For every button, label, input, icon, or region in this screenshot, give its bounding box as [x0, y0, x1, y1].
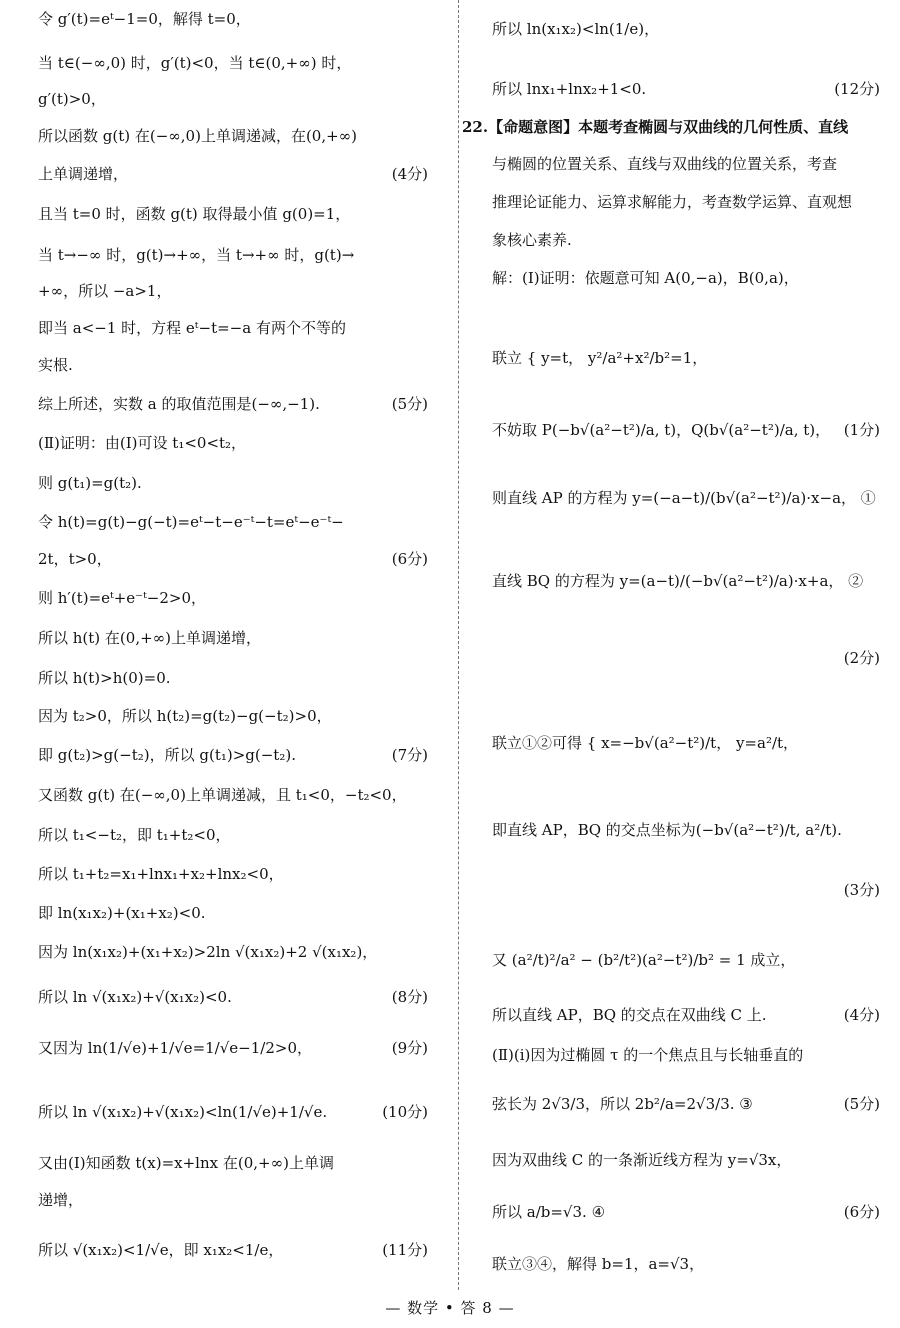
line-text: 又函数 g(t) 在(−∞,0)上单调递减，且 t₁<0，−t₂<0， [38, 786, 407, 804]
score-points: (5分) [843, 1095, 880, 1113]
line-text: 上单调递增， [38, 165, 129, 183]
line-text: 即 ln(x₁x₂)+(x₁+x₂)<0. [38, 904, 206, 922]
score-points: (1分) [843, 421, 880, 439]
line-text: 所以 h(t)>h(0)=0. [38, 669, 171, 687]
line-text: 所以 √(x₁x₂)<1/√e，即 x₁x₂<1/e， [38, 1241, 284, 1259]
line-text: 所以函数 g(t) 在(−∞,0)上单调递减，在(0,+∞) [38, 127, 358, 145]
line-text: 又 (a²/t)²/a² − (b²/t²)(a²−t²)/b² = 1 成立， [492, 951, 796, 969]
left-line [38, 825, 428, 845]
line-text: (Ⅱ)(ⅰ)因为过椭圆 τ 的一个焦点且与长轴垂直的 [492, 1046, 804, 1064]
line-text: 所以 lnx₁+lnx₂+1<0. [492, 80, 647, 98]
left-line [38, 628, 428, 648]
score-points: (3分) [843, 881, 880, 899]
line-text: 当 t∈(−∞,0) 时，g′(t)<0，当 t∈(0,+∞) 时， [38, 54, 352, 72]
line-text: 所以 ln √(x₁x₂)+√(x₁x₂)<0. [38, 988, 232, 1006]
line-text: 所以 ln √(x₁x₂)+√(x₁x₂)<ln(1/√e)+1/√e. [38, 1103, 328, 1121]
line-text: +∞，所以 −a>1， [38, 282, 172, 300]
score-points: (11分) [382, 1241, 428, 1259]
line-text: 递增， [38, 1191, 84, 1209]
line-text: 即当 a<−1 时，方程 eᵗ−t=−a 有两个不等的 [38, 319, 346, 337]
line-text: 因为 t₂>0，所以 h(t₂)=g(t₂)−g(−t₂)>0， [38, 707, 332, 725]
line-text: 推理论证能力、运算求解能力，考查数学运算、直观想 [492, 193, 853, 211]
left-line [38, 588, 428, 608]
left-line [38, 126, 428, 146]
left-line [38, 355, 428, 375]
right-line [492, 571, 880, 591]
left-line [38, 1038, 428, 1058]
page-footer: — 数学 • 答 8 — [385, 1299, 515, 1317]
left-line [38, 1153, 428, 1173]
line-text: 解：(Ⅰ)证明：依题意可知 A(0,−a)，B(0,a)， [492, 269, 799, 287]
line-text: 又因为 ln(1/√e)+1/√e=1/√e−1/2>0， [38, 1039, 312, 1057]
right-line [492, 950, 880, 970]
left-line [38, 785, 428, 805]
line-text: 联立 { y=t， y²/a²+x²/b²=1， [492, 349, 708, 367]
right-line [492, 1254, 880, 1274]
right-line [492, 154, 880, 174]
right-line [492, 79, 880, 99]
line-text: 与椭圆的位置关系、直线与双曲线的位置关系，考查 [492, 155, 838, 173]
line-text: 所以 a/b=√3. ④ [492, 1203, 606, 1221]
line-text: 所以 t₁<−t₂，即 t₁+t₂<0， [38, 826, 231, 844]
right-line [492, 880, 880, 900]
left-line [38, 204, 428, 224]
line-text: 所以 h(t) 在(0,+∞)上单调递增， [38, 629, 262, 647]
left-line [38, 1190, 428, 1210]
line-text: 则 g(t₁)=g(t₂). [38, 474, 142, 492]
left-line [38, 745, 428, 765]
left-line [38, 318, 428, 338]
right-line [492, 488, 880, 508]
left-line [38, 1240, 428, 1260]
right-line [492, 648, 880, 668]
left-line [38, 1102, 428, 1122]
right-line [492, 820, 880, 840]
line-text: 不妨取 P(−b√(a²−t²)/a, t)，Q(b√(a²−t²)/a, t)， [492, 421, 831, 439]
line-text: 即直线 AP，BQ 的交点坐标为(−b√(a²−t²)/t, a²/t). [492, 821, 842, 839]
right-line [492, 733, 880, 753]
line-text: 象核心素养. [492, 231, 572, 249]
line-text: 则直线 AP 的方程为 y=(−a−t)/(b√(a²−t²)/a)·x−a， ① [492, 489, 876, 507]
score-points: (10分) [382, 1103, 428, 1121]
left-line [38, 549, 428, 569]
line-text: 实根. [38, 356, 73, 374]
left-line [38, 512, 428, 532]
left-line [38, 706, 428, 726]
right-line [492, 19, 880, 39]
line-text: (Ⅱ)证明：由(Ⅰ)可设 t₁<0<t₂， [38, 434, 247, 452]
score-points: (4分) [391, 165, 428, 183]
right-line [492, 230, 880, 250]
line-text: 所以 ln(x₁x₂)<ln(1/e)， [492, 20, 660, 38]
left-line [38, 164, 428, 184]
right-line [492, 420, 880, 440]
right-line [492, 348, 880, 368]
line-text: 则 h′(t)=eᵗ+e⁻ᵗ−2>0， [38, 589, 206, 607]
left-line [38, 433, 428, 453]
left-line [38, 473, 428, 493]
line-text: 令 h(t)=g(t)−g(−t)=eᵗ−t−e⁻ᵗ−t=eᵗ−e⁻ᵗ− [38, 513, 344, 531]
line-text: 2t，t>0， [38, 550, 112, 568]
left-line [38, 281, 428, 301]
line-text: 因为双曲线 C 的一条渐近线方程为 y=√3x， [492, 1151, 792, 1169]
left-line [38, 53, 428, 73]
line-text: 令 g′(t)=eᵗ−1=0，解得 t=0， [38, 10, 251, 28]
left-line [38, 9, 428, 29]
line-text: 所以直线 AP，BQ 的交点在双曲线 C 上. [492, 1006, 767, 1024]
right-line [492, 1202, 880, 1222]
line-text: 又由(Ⅰ)知函数 t(x)=x+lnx 在(0,+∞)上单调 [38, 1154, 334, 1172]
left-line [38, 394, 428, 414]
score-points: (6分) [391, 550, 428, 568]
left-line [38, 903, 428, 923]
column-divider [458, 0, 459, 1290]
score-points: (6分) [843, 1203, 880, 1221]
right-line [492, 1150, 880, 1170]
left-line [38, 668, 428, 688]
score-points: (5分) [391, 395, 428, 413]
right-line [492, 1045, 880, 1065]
line-text: 且当 t=0 时，函数 g(t) 取得最小值 g(0)=1， [38, 205, 351, 223]
score-points: (7分) [391, 746, 428, 764]
line-text: 22.【命题意图】本题考查椭圆与双曲线的几何性质、直线 [462, 118, 849, 136]
score-points: (4分) [843, 1006, 880, 1024]
right-line [462, 117, 880, 137]
right-line [492, 1094, 880, 1114]
score-points: (8分) [391, 988, 428, 1006]
left-line [38, 864, 428, 884]
line-text: 弦长为 2√3/3，所以 2b²/a=2√3/3. ③ [492, 1095, 753, 1113]
line-text: 直线 BQ 的方程为 y=(a−t)/(−b√(a²−t²)/a)·x+a， ② [492, 572, 864, 590]
line-text: 联立①②可得 { x=−b√(a²−t²)/t， y=a²/t， [492, 734, 799, 752]
right-line [492, 192, 880, 212]
score-points: (9分) [391, 1039, 428, 1057]
left-line [38, 89, 428, 109]
right-line [492, 1005, 880, 1025]
line-text: 当 t→−∞ 时，g(t)→+∞，当 t→+∞ 时，g(t)→ [38, 246, 355, 264]
line-text: g′(t)>0， [38, 90, 106, 108]
line-text: 所以 t₁+t₂=x₁+lnx₁+x₂+lnx₂<0， [38, 865, 284, 883]
line-text: 联立③④，解得 b=1，a=√3， [492, 1255, 705, 1273]
score-points: (12分) [834, 80, 880, 98]
line-text: 综上所述，实数 a 的取值范围是(−∞,−1). [38, 395, 320, 413]
score-points: (2分) [843, 649, 880, 667]
line-text: 即 g(t₂)>g(−t₂)，所以 g(t₁)>g(−t₂). [38, 746, 296, 764]
left-line [38, 987, 428, 1007]
right-line [492, 268, 880, 288]
line-text: 因为 ln(x₁x₂)+(x₁+x₂)>2ln √(x₁x₂)+2 √(x₁x₂)， [38, 943, 378, 961]
left-line [38, 245, 428, 265]
left-line [38, 942, 428, 962]
